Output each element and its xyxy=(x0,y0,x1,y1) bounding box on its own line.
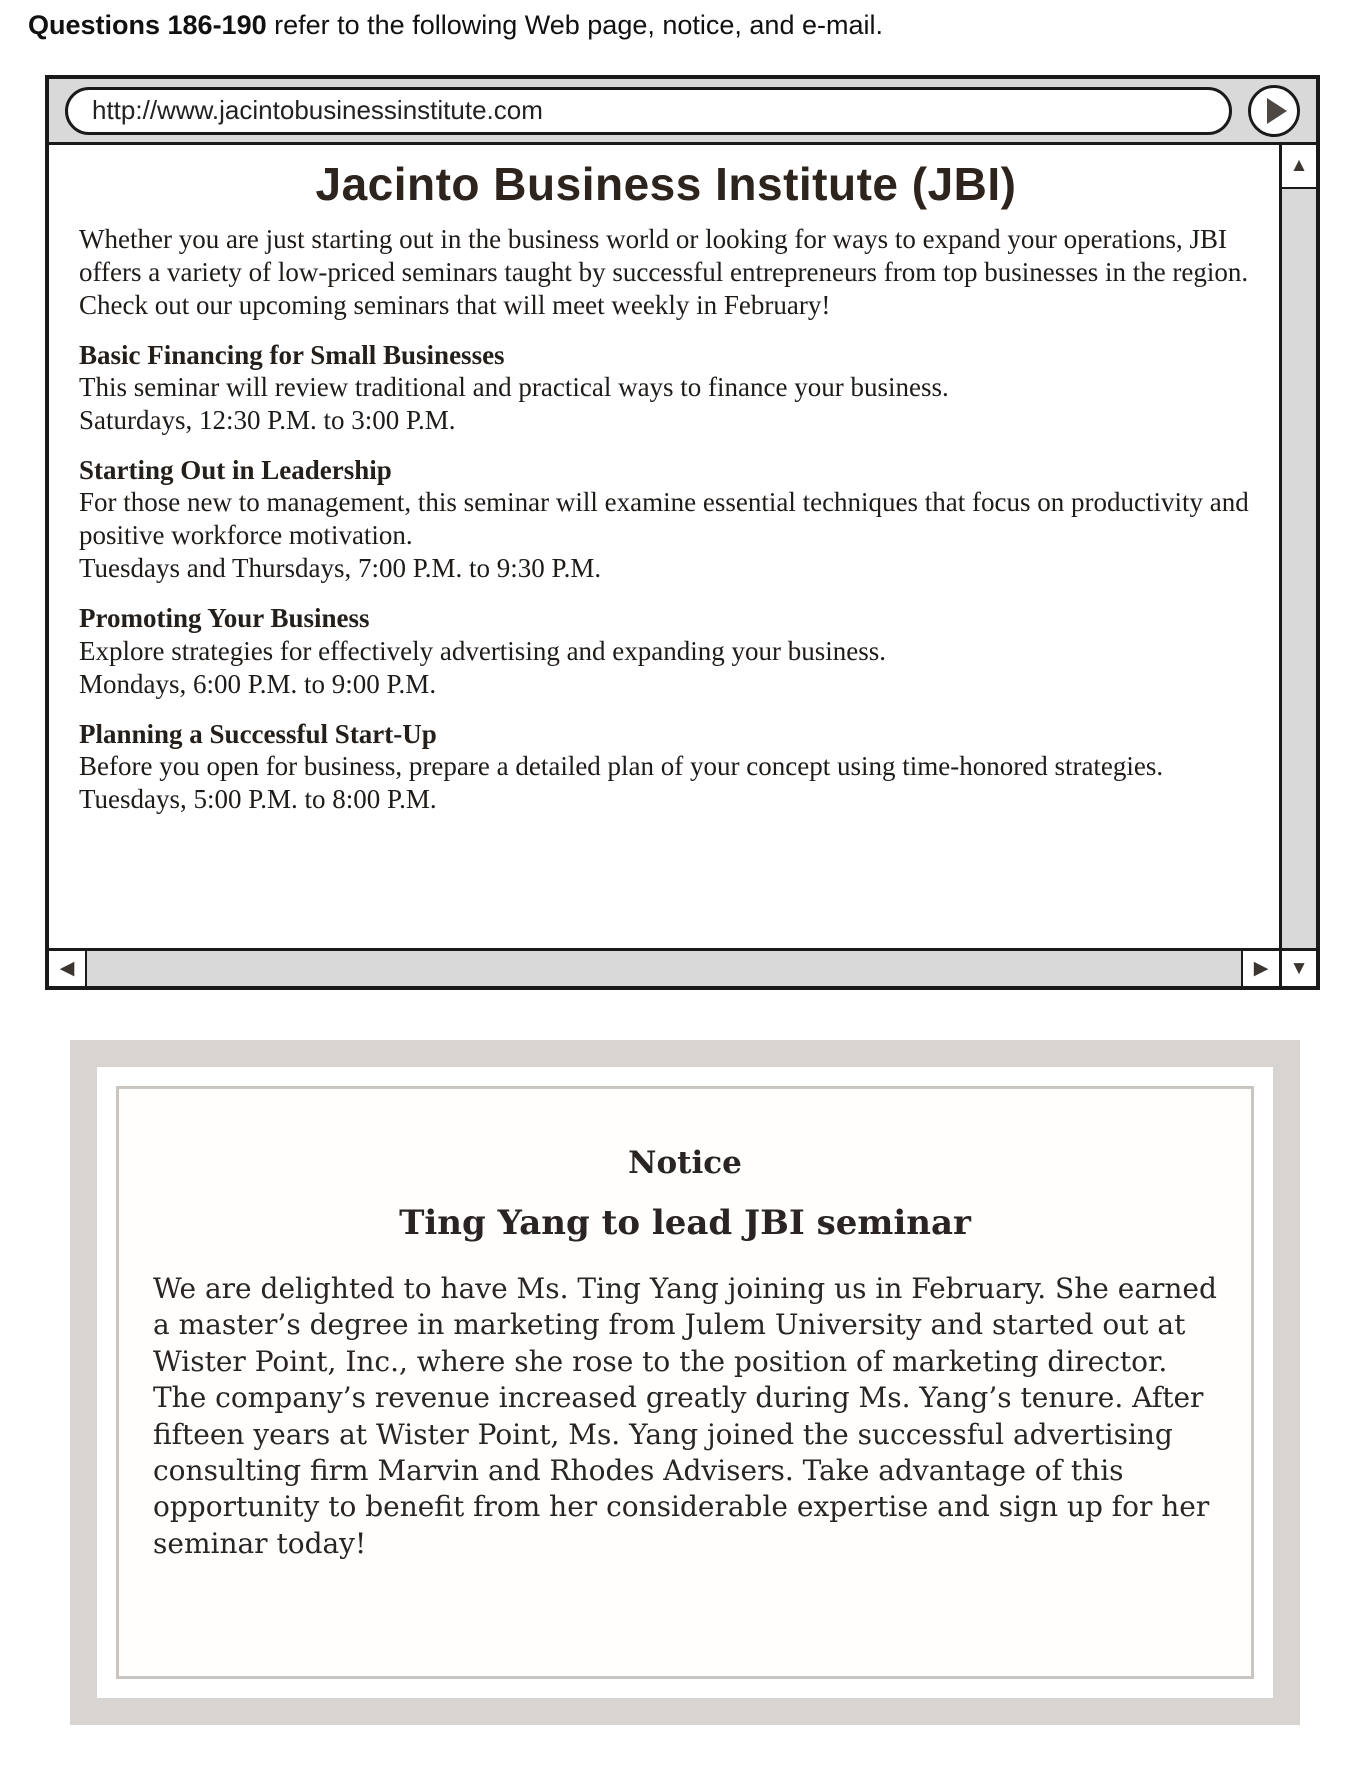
seminar-schedule: Tuesdays and Thursdays, 7:00 P.M. to 9:30 P.M. xyxy=(79,553,602,584)
intro-paragraph: Whether you are just starting out in the business world or looking for ways to expand your operations, JBI offers a variety of low-priced seminars taught by successful entrepreneurs from top businesses in the region. Check out our upcoming seminars that will meet weekly in February! xyxy=(79,224,1249,320)
vertical-scrollbar[interactable] xyxy=(1279,145,1316,948)
webpage-content xyxy=(49,145,1279,948)
browser-body xyxy=(49,145,1316,948)
seminar-schedule: Saturdays, 12:30 P.M. to 3:00 P.M. xyxy=(79,405,456,436)
notice-frame xyxy=(97,1067,1273,1698)
seminar-promoting xyxy=(79,602,1253,700)
question-range-text: refer to the following Web page, notice, and e-mail. xyxy=(266,10,883,40)
scroll-up-icon[interactable]: ▲ xyxy=(1282,145,1316,189)
seminar-description: Before you open for business, prepare a detailed plan of your concept using time-honored strategies. xyxy=(79,750,1164,781)
address-bar[interactable]: http://www.jacintobusinessinstitute.com xyxy=(65,87,1232,135)
notice-card xyxy=(70,1040,1300,1725)
question-range-header xyxy=(28,10,883,41)
seminar-basic-financing xyxy=(79,339,1253,437)
notice-subheading: Ting Yang to lead JBI seminar xyxy=(399,1203,971,1243)
site-title: Jacinto Business Institute (JBI) xyxy=(315,158,1017,210)
browser-toolbar xyxy=(49,79,1316,145)
notice-heading: Notice xyxy=(628,1145,742,1181)
vertical-scroll-track[interactable] xyxy=(1282,189,1316,948)
go-button[interactable] xyxy=(1248,85,1300,137)
seminar-schedule: Mondays, 6:00 P.M. to 9:00 P.M. xyxy=(79,668,437,699)
scroll-down-icon[interactable]: ▼ xyxy=(1279,951,1316,986)
play-icon xyxy=(1267,98,1287,124)
horizontal-scrollbar[interactable] xyxy=(49,948,1316,986)
notice-content xyxy=(116,1086,1254,1679)
notice-body: We are delighted to have Ms. Ting Yang joining us in February. She earned a master’s degree in marketing from Julem University and started out at Wister Point, Inc., where she rose to the position of marketing director. The company’s revenue increased greatly during Ms. Yang’s tenure. After fifteen years at Wister Point, Ms. Yang joined the successful advertising consulting firm Marvin and Rhodes Advisers. Take advantage of this opportunity to benefit from her considerable expertise and sign up for her seminar today! xyxy=(153,1272,1217,1560)
scroll-left-icon[interactable]: ◀ xyxy=(49,951,87,986)
seminar-startup xyxy=(79,718,1253,816)
seminar-title: Starting Out in Leadership xyxy=(79,455,392,486)
seminar-leadership xyxy=(79,454,1253,585)
question-range-label: Questions 186-190 xyxy=(28,10,267,40)
horizontal-scroll-track[interactable] xyxy=(87,951,1241,986)
seminar-description: This seminar will review traditional and practical ways to finance your business. xyxy=(79,372,949,403)
seminar-title: Planning a Successful Start-Up xyxy=(79,718,437,749)
seminar-description: For those new to management, this seminar will examine essential techniques that focus on productivity and positive workforce motivation. xyxy=(79,487,1249,551)
scroll-right-icon[interactable]: ▶ xyxy=(1241,951,1279,986)
seminar-schedule: Tuesdays, 5:00 P.M. to 8:00 P.M. xyxy=(79,783,437,814)
seminar-title: Basic Financing for Small Businesses xyxy=(79,339,505,370)
seminar-title: Promoting Your Business xyxy=(79,603,370,634)
seminar-description: Explore strategies for effectively advertising and expanding your business. xyxy=(79,635,887,666)
browser-window xyxy=(45,75,1320,990)
